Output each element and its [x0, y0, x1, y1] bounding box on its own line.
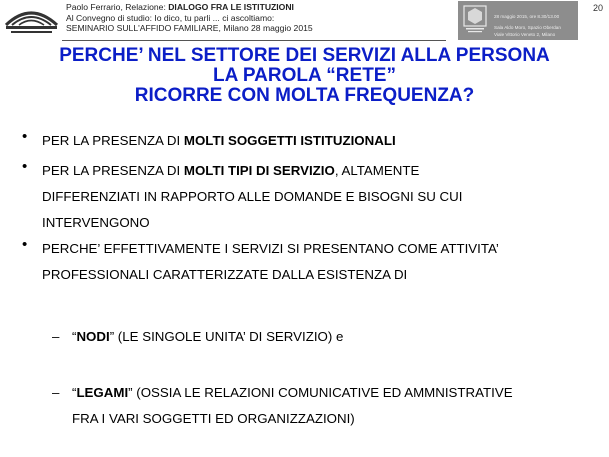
title-line-2: LA PAROLA “RETE” — [213, 65, 396, 86]
slide-title — [0, 46, 609, 106]
header-talk-title: DIALOGO FRA LE ISTITUZIONI — [168, 2, 294, 12]
title-line-1: PERCHE’ NEL SETTORE DEI SERVIZI ALLA PERSONA — [59, 45, 550, 66]
sub-item-line: “LEGAMI” (OSSIA LE RELAZIONI COMUNICATIVE ED AMMNISTRATIVE — [72, 385, 513, 400]
bullet-line: PERCHE’ EFFETTIVAMENTE I SERVIZI SI PRESENTANO COME ATTIVITA’ — [42, 241, 499, 256]
header-info — [66, 2, 313, 34]
header-event-line: Al Convegno di studio: Io dico, tu parli ... ci ascoltiamo: — [66, 12, 275, 23]
bullet-item — [42, 158, 462, 236]
sub-item-bold-text: LEGAMI — [76, 385, 129, 400]
badge-date: 28 maggio 2015, ore 8.30/13.00 — [494, 14, 560, 19]
dash-icon: – — [52, 329, 60, 344]
dash-icon: – — [52, 385, 60, 400]
title-line-3: RICORRE CON MOLTA FREQUENZA? — [134, 85, 475, 106]
emblem-icon — [462, 4, 488, 35]
header-divider — [62, 40, 446, 41]
bullet-item — [42, 236, 499, 288]
event-badge — [458, 1, 578, 40]
bullet-icon: • — [22, 158, 28, 175]
badge-address: Viale Vittorio Veneto 2, Milano — [494, 32, 556, 37]
bullet-icon: • — [22, 128, 28, 145]
bullet-line: INTERVENGONO — [42, 215, 150, 230]
bullet-bold-text: MOLTI TIPI DI SERVIZIO — [183, 163, 335, 178]
header-author-line: Paolo Ferrario, Relazione: DIALOGO FRA LE ISTITUZIONI — [66, 2, 294, 12]
page-number: 20 — [592, 3, 603, 13]
bullet-icon: • — [22, 236, 28, 253]
sub-item-line: FRA I VARI SOGGETTI ED ORGANIZZAZIONI) — [72, 411, 355, 426]
bullet-item: PER LA PRESENZA DI MOLTI SOGGETTI ISTITUZIONALI — [42, 133, 396, 148]
hands-logo-icon — [3, 3, 60, 37]
bullet-line: PER LA PRESENZA DI MOLTI TIPI DI SERVIZIO, ALTAMENTE — [42, 163, 420, 178]
header-seminar-line: SEMINARIO SULL'AFFIDO FAMILIARE, Milano 28 maggio 2015 — [66, 23, 313, 34]
sub-item-bold-text: NODI — [76, 329, 110, 344]
bullet-line: PROFESSIONALI CARATTERIZZATE DALLA ESISTENZA DI — [42, 267, 408, 282]
sub-item — [72, 380, 513, 432]
bullet-bold-text: MOLTI SOGGETTI ISTITUZIONALI — [183, 133, 396, 148]
badge-venue: Sala Aldo Moro, Spazio Oberdan — [494, 25, 561, 30]
sub-item: “NODI” (LE SINGOLE UNITA’ DI SERVIZIO) e — [72, 329, 344, 344]
bullet-line: DIFFERENZIATI IN RAPPORTO ALLE DOMANDE E BISOGNI SU CUI — [42, 189, 463, 204]
